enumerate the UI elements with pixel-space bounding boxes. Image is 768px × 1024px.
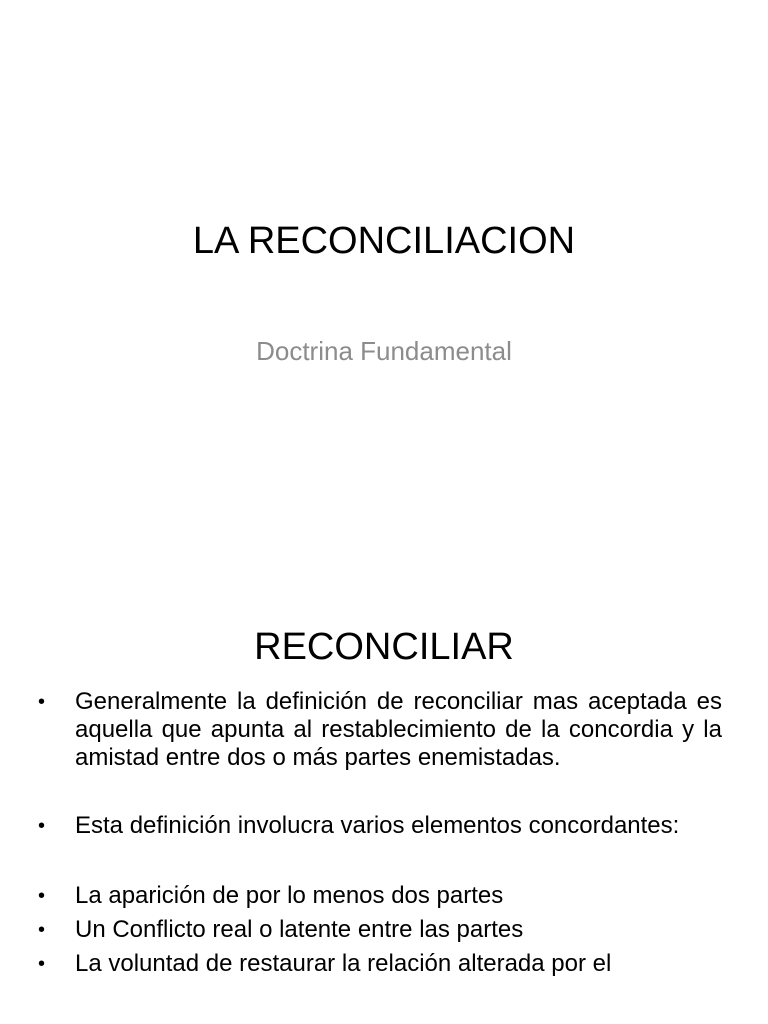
bullet-text: La aparición de por lo menos dos partes bbox=[75, 882, 504, 909]
bullet-icon: • bbox=[38, 691, 46, 713]
bullet-item bbox=[38, 950, 722, 978]
bullet-item bbox=[38, 688, 722, 772]
bullet-text: La voluntad de restaurar la relación alterada por el bbox=[75, 950, 612, 977]
bullet-list bbox=[38, 688, 722, 978]
bullet-text: Esta definición involucra varios elementos concordantes: bbox=[75, 812, 680, 839]
bullet-icon: • bbox=[38, 919, 46, 941]
presentation-subtitle: Doctrina Fundamental bbox=[256, 336, 512, 366]
bullet-icon: • bbox=[38, 953, 46, 975]
bullet-icon: • bbox=[38, 815, 46, 837]
bullet-item bbox=[38, 916, 722, 944]
bullet-item bbox=[38, 812, 722, 840]
presentation-title: LA RECONCILIACION bbox=[192, 220, 576, 262]
bullet-text: Generalmente la definición de reconciliar mas aceptada es aquella que apunta al restablecimiento de la concordia y la amistad entre dos o más partes enemistadas. bbox=[75, 688, 722, 771]
bullet-text: Un Conflicto real o latente entre las partes bbox=[75, 916, 524, 943]
slide-title: RECONCILIAR bbox=[254, 626, 514, 668]
bullet-item bbox=[38, 882, 722, 910]
bullet-icon: • bbox=[38, 885, 46, 907]
content-slide bbox=[0, 576, 768, 1024]
